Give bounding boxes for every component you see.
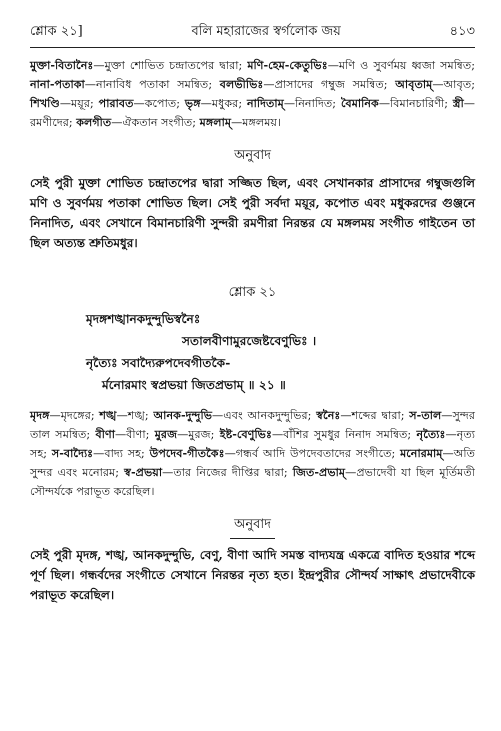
term-gloss: —নৃত্য সহ; <box>30 428 476 460</box>
sanskrit-term: নানা-পতাকা <box>30 77 85 91</box>
sanskrit-term: পারাবত <box>98 96 134 110</box>
sanskrit-term: শঙ্খ <box>99 408 117 422</box>
sanskrit-term: আবৃতাম্ <box>395 77 433 91</box>
term-gloss: —বাদ্য সহ; <box>93 447 150 460</box>
translation-2: সেই পুরী মৃদঙ্গ, শঙ্খ, আনকদুন্দুভি, বেণু, বীণা আদি সমস্ত বাদ্যযন্ত্র একত্রে বাদিত হওয়ার শব্দে পূর্ণ ছিল। গন্ধর্বদের সংগীতে সেখানে নিরন্তর নৃত্য হত। ইন্দ্রপুরীর সৌন্দর্য সাক্ষাৎ প্রভাদেবীকে পরাভূত করেছিল। <box>30 548 475 602</box>
sanskrit-term: স্বনৈঃ <box>316 408 341 422</box>
sanskrit-term: ইষ্ট-বেণুভিঃ <box>219 427 272 441</box>
verse-line: মৃদঙ্গশঙ্খানকদুন্দুভিস্বনৈঃ <box>86 312 201 326</box>
translation-heading-2: অনুবাদ <box>30 515 475 539</box>
sanskrit-term: স-বাদ্যৈঃ <box>51 446 94 460</box>
translation-heading-1: অনুবাদ <box>234 148 271 163</box>
word-meanings-2 <box>30 406 475 501</box>
term-gloss: —মৃদঙ্গের; <box>49 409 100 422</box>
page-header <box>30 22 475 48</box>
term-gloss: —বীণা; <box>114 428 155 441</box>
term-gloss: —কপোত; <box>133 97 185 110</box>
sanskrit-term: শিখণ্ডি <box>30 96 60 110</box>
sanskrit-term: স-তাল <box>409 408 442 422</box>
term-gloss: —বাঁশির সুমধুর নিনাদ সমন্বিত; <box>271 428 417 441</box>
term-gloss: —সুন্দর তাল সমন্বিত; <box>30 409 476 441</box>
verse-line: সতালবীণামুরজেষ্টবেণুভিঃ । <box>182 334 317 348</box>
sanskrit-term: নৃত্যৈঃ <box>416 427 446 441</box>
sanskrit-term: বলভীভিঃ <box>219 77 264 91</box>
sanskrit-term: মৃদঙ্গ <box>30 408 50 422</box>
term-gloss: —ময়ূর; <box>59 97 99 110</box>
word-meanings-1 <box>30 56 475 132</box>
sanskrit-term: আনক-দুন্দুভি <box>153 408 213 422</box>
header-page-number: ৪১৩ <box>449 24 475 39</box>
term-gloss: —তার নিজের দীপ্তির দ্বারা; <box>162 466 293 479</box>
sanskrit-term: মণি-হেম-কেতুভিঃ <box>247 58 328 72</box>
term-gloss: —শঙ্খ; <box>116 409 154 422</box>
verse-title: শ্লোক ২১ <box>228 285 277 300</box>
header-verse-ref: শ্লোক ২১] <box>30 24 83 39</box>
sanskrit-term: স্ত্রী <box>452 96 464 110</box>
translation-1: সেই পুরী মুক্তা শোভিত চন্দ্রাতপের দ্বারা সজ্জিত ছিল, এবং সেখানকার প্রাসাদের গম্বুজগুলি মণি ও সুবর্ণময় পতাকা শোভিত ছিল। সেই পুরী সর্বদা ময়ূর, কপোত এবং মধুকরদের গুঞ্জনে নিনাদিত, এবং সেখানে বিমানচারিণী সুন্দরী রমণীরা নিরন্তর যে মঙ্গলময় সংগীত গাইতেন তা ছিল অত্যন্ত শ্রুতিমধুর। <box>30 176 475 250</box>
sanskrit-term: ভৃঙ্গ <box>184 96 201 110</box>
term-gloss: —ঐকতান সংগীত; <box>111 116 200 129</box>
term-gloss: —মধুকর; <box>200 97 247 110</box>
sanskrit-term: স্ব-প্রভয়া <box>124 465 163 479</box>
sanskrit-term: কলগীত <box>76 115 112 129</box>
sanskrit-term: উপদেব-গীতকৈঃ <box>149 446 225 460</box>
term-gloss: —প্রভাদেবী যা ছিল মূর্তিমতী সৌন্দর্যকে পরাভূত করেছিল। <box>30 466 475 498</box>
sanskrit-term: মুরজ <box>154 427 178 441</box>
term-gloss: —নানাবিধ পতাকা সমন্বিত; <box>84 78 220 91</box>
sanskrit-term: মনোরমাম্ <box>400 446 443 460</box>
sanskrit-term: বীণা <box>95 427 115 441</box>
sanskrit-term: নাদিতাম্ <box>246 96 284 110</box>
sanskrit-term: বৈমানিক <box>340 96 379 110</box>
term-gloss: —মুরজ; <box>177 428 220 441</box>
term-gloss: —বিমানচারিণী; <box>378 97 453 110</box>
term-gloss: —মুক্তা শোভিত চন্দ্রাতপের দ্বারা; <box>93 59 248 72</box>
verse-line: র্মনোরমাং স্বপ্রভয়া জিতপ্রভাম্ ॥ ২১ ॥ <box>102 378 286 392</box>
term-gloss: —শব্দের দ্বারা; <box>340 409 410 422</box>
header-chapter-title: বলি মহারাজের স্বর্গলোক জয় <box>191 24 341 39</box>
sanskrit-term: জিত-প্রভাম্ <box>292 465 346 479</box>
verse-block <box>30 308 475 396</box>
term-gloss: —মঙ্গলময়। <box>231 116 282 129</box>
sanskrit-term: মুক্তা-বিতানৈঃ <box>30 58 94 72</box>
verse-line: নৃত্যৈঃ সবাদ্যৈরুপদেবগীতকৈ- <box>86 356 231 370</box>
term-gloss: —নিনাদিত; <box>283 97 341 110</box>
term-gloss: —রমণীদের; <box>30 97 475 129</box>
term-gloss: —গন্ধর্ব আদি উপদেবতাদের সংগীতে; <box>224 447 401 460</box>
term-gloss: —মণি ও সুবর্ণময় ধ্বজা সমন্বিত; <box>327 59 475 72</box>
term-gloss: —অতি সুন্দর এবং মনোরম; <box>30 447 475 479</box>
sanskrit-term: মঙ্গলাম্ <box>199 115 232 129</box>
term-gloss: —আবৃত; <box>432 78 475 91</box>
term-gloss: —প্রাসাদের গম্বুজ সমন্বিত; <box>263 78 396 91</box>
term-gloss: —এবং আনকদুন্দুভির; <box>212 409 317 422</box>
